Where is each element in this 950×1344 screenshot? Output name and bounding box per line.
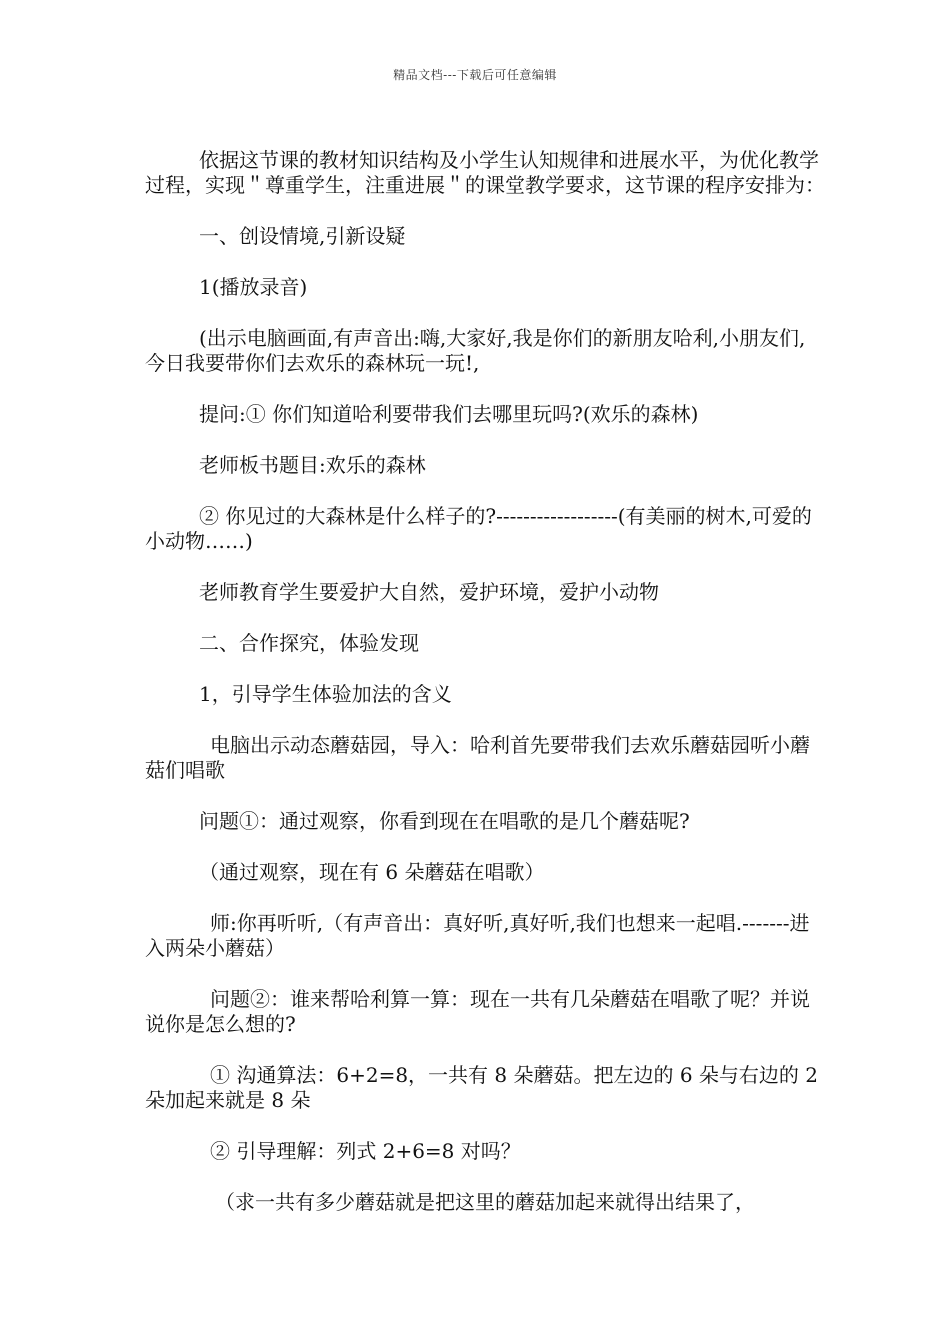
step-play-recording: 1(播放录音) [199,275,308,299]
step-addition-meaning: 1，引导学生体验加法的含义 [199,682,452,706]
total-explanation-paragraph: （求一共有多少蘑菇就是把这里的蘑菇加起来就得出结果了， [215,1190,755,1214]
document-body [145,148,825,1241]
observation-answer-paragraph: （通过观察，现在有 6 朵蘑菇在唱歌） [199,860,545,884]
screen-dialogue-paragraph: (出示电脑画面,有声音出:嗨,大家好,我是你们的新朋友哈利,小朋友们,今日我要带你们去欢乐的森林玩一玩!, [145,326,806,375]
nature-education-paragraph: 老师教育学生要爱护大自然，爱护环境，爱护小动物 [199,580,659,604]
mushroom-garden-paragraph: 电脑出示动态蘑菇园，导入：哈利首先要带我们去欢乐蘑菇园听小蘑菇们唱歌 [145,733,810,782]
algorithm-paragraph: ① 沟通算法：6+2=8，一共有 8 朵蘑菇。把左边的 6 朵与右边的 2 朵加起来就是 8 朵 [145,1063,819,1112]
page-header: 精品文档---下载后可任意编辑 [393,68,557,82]
question-2-paragraph: ② 你见过的大森林是什么样子的?------------------(有美丽的树木,可爱的小动物……) [145,504,812,553]
problem-2-paragraph: 问题②：谁来帮哈利算一算：现在一共有几朵蘑菇在唱歌了呢？并说说你是怎么想的? [145,987,810,1036]
guided-understanding-paragraph: ② 引导理解：列式 2+6=8 对吗？ [210,1139,521,1163]
question-1-paragraph: 提问:① 你们知道哈利要带我们去哪里玩吗?(欢乐的森林) [199,402,699,426]
board-title-paragraph: 老师板书题目:欢乐的森林 [199,453,426,477]
teacher-listen-paragraph: 师:你再听听,（有声音出：真好听,真好听,我们也想来一起唱.-------进入两朵小蘑菇） [145,911,810,960]
section-heading-1: 一、创设情境,引新设疑 [199,224,406,248]
section-heading-2: 二、合作探究，体验发现 [199,631,419,655]
intro-paragraph: 依据这节课的教材知识结构及小学生认知规律和进展水平，为优化教学过程，实现＂尊重学生，注重进展＂的课堂教学要求，这节课的程序安排为： [145,148,825,197]
problem-1-paragraph: 问题①：通过观察，你看到现在在唱歌的是几个蘑菇呢? [199,809,690,833]
